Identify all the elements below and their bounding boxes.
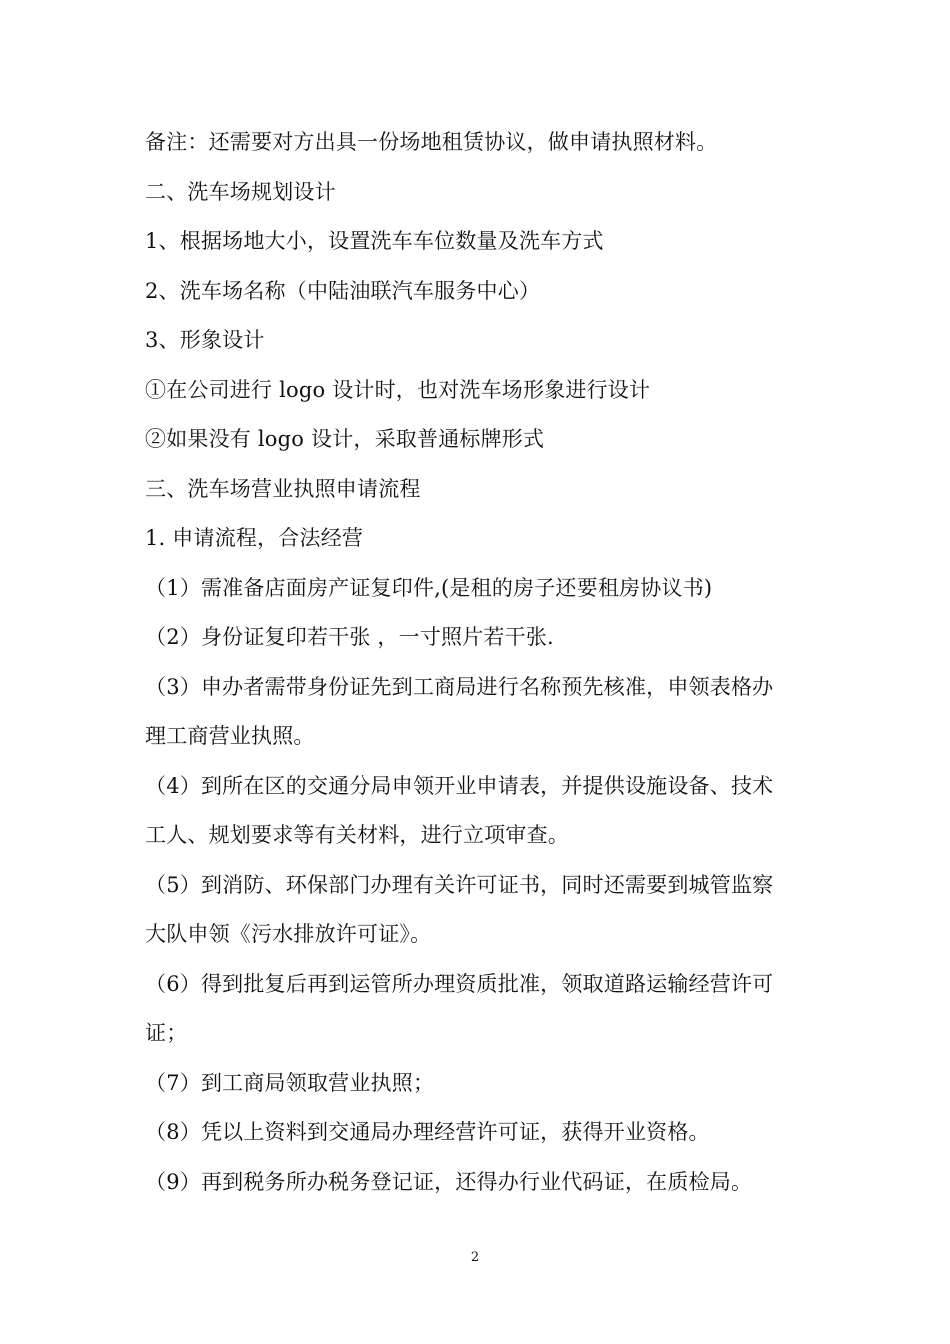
step-line: （5）到消防、环保部门办理有关许可证书，同时还需要到城管监察 <box>145 872 774 897</box>
step-line: （4）到所在区的交通分局申领开业申请表，并提供设施设备、技术 <box>145 773 774 798</box>
page-number: 2 <box>470 1250 480 1265</box>
step-line: （1）需准备店面房产证复印件,(是租的房子还要租房协议书) <box>145 575 713 600</box>
paragraph-line: 1、根据场地大小，设置洗车车位数量及洗车方式 <box>145 229 604 253</box>
step-line: 理工商营业执照。 <box>145 724 315 748</box>
step-line: （3）申办者需带身份证先到工商局进行名称预先核准，申领表格办 <box>145 674 774 699</box>
step-line: （8）凭以上资料到交通局办理经营许可证，获得开业资格。 <box>145 1120 710 1144</box>
paragraph-line: 3、形象设计 <box>145 328 265 352</box>
step-line: 大队申领《污水排放许可证》。 <box>145 922 432 946</box>
remark-line: 备注：还需要对方出具一份场地租赁协议，做申请执照材料。 <box>145 130 718 154</box>
step-line: 工人、规划要求等有关材料，进行立项审查。 <box>145 823 569 847</box>
section-heading-planning: 二、洗车场规划设计 <box>145 179 336 204</box>
step-line: （2）身份证复印若干张 ，一寸照片若干张. <box>145 625 554 649</box>
document-body <box>145 118 815 1207</box>
section-heading-license: 三、洗车场营业执照申请流程 <box>145 476 421 501</box>
paragraph-line: 1. 申请流程，合法经营 <box>145 526 364 550</box>
paragraph-line: 2、洗车场名称（中陆油联汽车服务中心） <box>145 278 541 303</box>
paragraph-line: ①在公司进行 logo 设计时，也对洗车场形象进行设计 <box>145 377 651 402</box>
paragraph-line: ②如果没有 logo 设计，采取普通标牌形式 <box>145 427 545 451</box>
step-line: （6）得到批复后再到运管所办理资质批准，领取道路运输经营许可 <box>145 971 774 996</box>
step-line: （9）再到税务所办税务登记证，还得办行业代码证，在质检局。 <box>145 1169 753 1194</box>
step-line: 证； <box>145 1021 188 1045</box>
step-line: （7）到工商局领取营业执照； <box>145 1070 435 1095</box>
